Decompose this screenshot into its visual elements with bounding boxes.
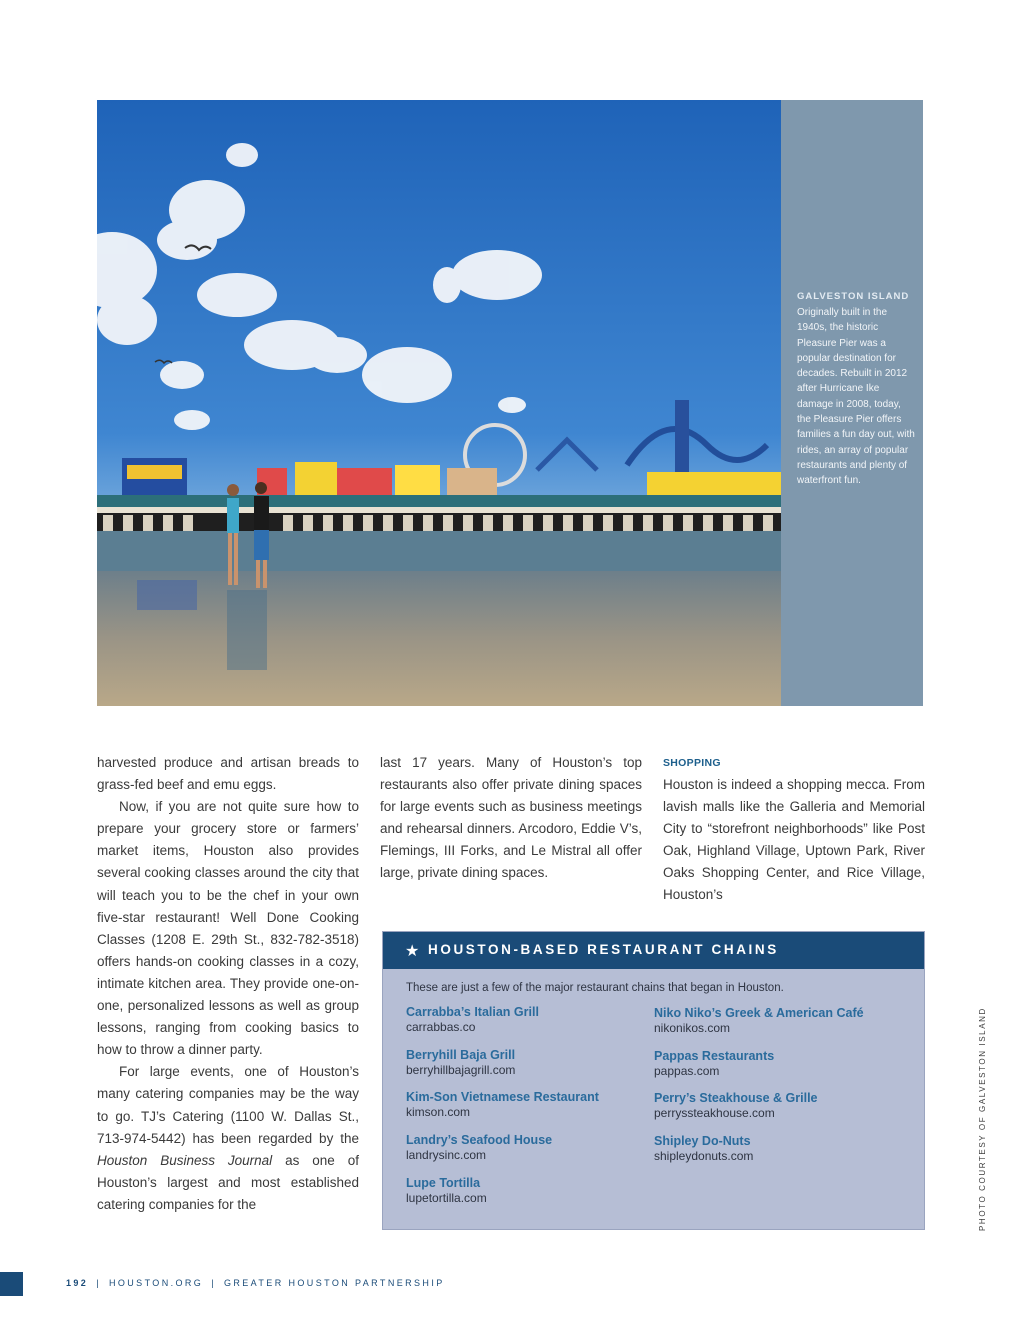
- chain-item: [654, 1133, 904, 1164]
- sidebar-header: [383, 932, 924, 969]
- paragraph: Now, if you are not quite sure how to prepare your grocery store or farmers’ market items, Houston also provides several cooking classes around the city that will teach you to be the chef in your own five-star restaurant! Well Done Cooking Classes (1208 E. 29th St., 832-782-3518) offers hands-on cooking classes in a cozy, intimate kitchen area. They provide one-on-one, personalized lessons as well as group lessons, ranging from cooking basics to how to throw a dinner party.: [97, 799, 359, 1058]
- page-footer: [66, 1278, 445, 1288]
- sidebar-title: HOUSTON-BASED RESTAURANT CHAINS: [428, 942, 779, 957]
- chain-url[interactable]: berryhillbajagrill.com: [406, 1063, 516, 1077]
- paragraph: Houston is indeed a shopping mecca. From lavish malls like the Galleria and Memorial City to “storefront neighborhoods” like Post Oak, Highland Village, Uptown Park, River Oaks Shopping Center, and Rice Village, Houston’s: [663, 777, 925, 903]
- chain-url[interactable]: shipleydonuts.com: [654, 1149, 754, 1163]
- photo-caption-title: GALVESTON ISLAND: [797, 291, 910, 302]
- article-column-2: [380, 752, 642, 885]
- chain-item: [406, 1089, 656, 1120]
- chain-name: Perry’s Steakhouse & Grille: [654, 1091, 818, 1105]
- chain-url[interactable]: nikonikos.com: [654, 1021, 731, 1035]
- chain-name: Shipley Do-Nuts: [654, 1134, 751, 1148]
- footer-publisher: GREATER HOUSTON PARTNERSHIP: [223, 1278, 445, 1288]
- photo-caption-body: Originally built in the 1940s, the historic Pleasure Pier was a popular destination for decades. Rebuilt in 2012 after Hurricane Ike damage in 2008, today, the Pleasure Pier offers families a fun day out, with rides, an array of popular restaurants and plenty of waterfront fun.: [797, 307, 915, 487]
- article-column-1: [97, 752, 359, 1216]
- chain-url[interactable]: landrysinc.com: [406, 1148, 487, 1162]
- restaurant-chains-sidebar: [382, 931, 925, 1230]
- footer-separator: |: [211, 1278, 216, 1288]
- chain-name: Kim-Son Vietnamese Restaurant: [406, 1090, 599, 1104]
- chain-item: [406, 1132, 656, 1163]
- publication-title: Houston Business Journal: [97, 1152, 273, 1168]
- chain-name: Niko Niko’s Greek & American Café: [654, 1006, 864, 1020]
- sidebar-intro: These are just a few of the major restaurant chains that began in Houston.: [406, 982, 784, 994]
- paragraph: [97, 1061, 359, 1216]
- paragraph: harvested produce and artisan breads to grass-fed beef and emu eggs.: [97, 755, 359, 793]
- chain-item: [406, 1004, 656, 1035]
- chain-item: [654, 1090, 904, 1121]
- beach-pier-photo: [97, 100, 781, 706]
- chain-url[interactable]: carrabbas.co: [406, 1020, 476, 1034]
- chain-item: [406, 1175, 656, 1206]
- article-column-3: [663, 752, 925, 907]
- chain-url[interactable]: kimson.com: [406, 1105, 471, 1119]
- section-heading: SHOPPING: [663, 757, 721, 769]
- chain-item: [406, 1047, 656, 1078]
- chain-name: Lupe Tortilla: [406, 1176, 481, 1190]
- folio-color-block: [0, 1272, 23, 1296]
- page-number: 192: [66, 1278, 89, 1288]
- star-icon: ★: [405, 943, 420, 960]
- footer-separator: |: [96, 1278, 101, 1288]
- chain-item: [654, 1005, 904, 1036]
- paragraph-text: For large events, one of Houston’s many catering companies may be the way to go. TJ’s Catering (1100 W. Dallas St., 713-974-5442) has been regarded by the: [97, 1064, 359, 1146]
- chain-url[interactable]: perryssteakhouse.com: [654, 1106, 775, 1120]
- chain-name: Carrabba’s Italian Grill: [406, 1005, 539, 1019]
- chain-item: [654, 1048, 904, 1079]
- chain-name: Pappas Restaurants: [654, 1049, 775, 1063]
- paragraph-text: as one of Houston’s largest and most established catering companies for the: [97, 1152, 359, 1212]
- chain-name: Berryhill Baja Grill: [406, 1048, 516, 1062]
- paragraph: last 17 years. Many of Houston’s top restaurants also offer private dining spaces for large events such as business meetings and rehearsal dinners. Arcodoro, Eddie V’s, Flemings, III Forks, and Le Mistral all offer large, private dining spaces.: [380, 755, 642, 881]
- chain-url[interactable]: lupetortilla.com: [406, 1191, 487, 1205]
- chain-name: Landry’s Seafood House: [406, 1133, 553, 1147]
- footer-site-link[interactable]: HOUSTON.ORG: [108, 1278, 204, 1288]
- chain-url[interactable]: pappas.com: [654, 1064, 720, 1078]
- photo-credit: PHOTO COURTESY OF GALVESTON ISLAND: [978, 1007, 987, 1231]
